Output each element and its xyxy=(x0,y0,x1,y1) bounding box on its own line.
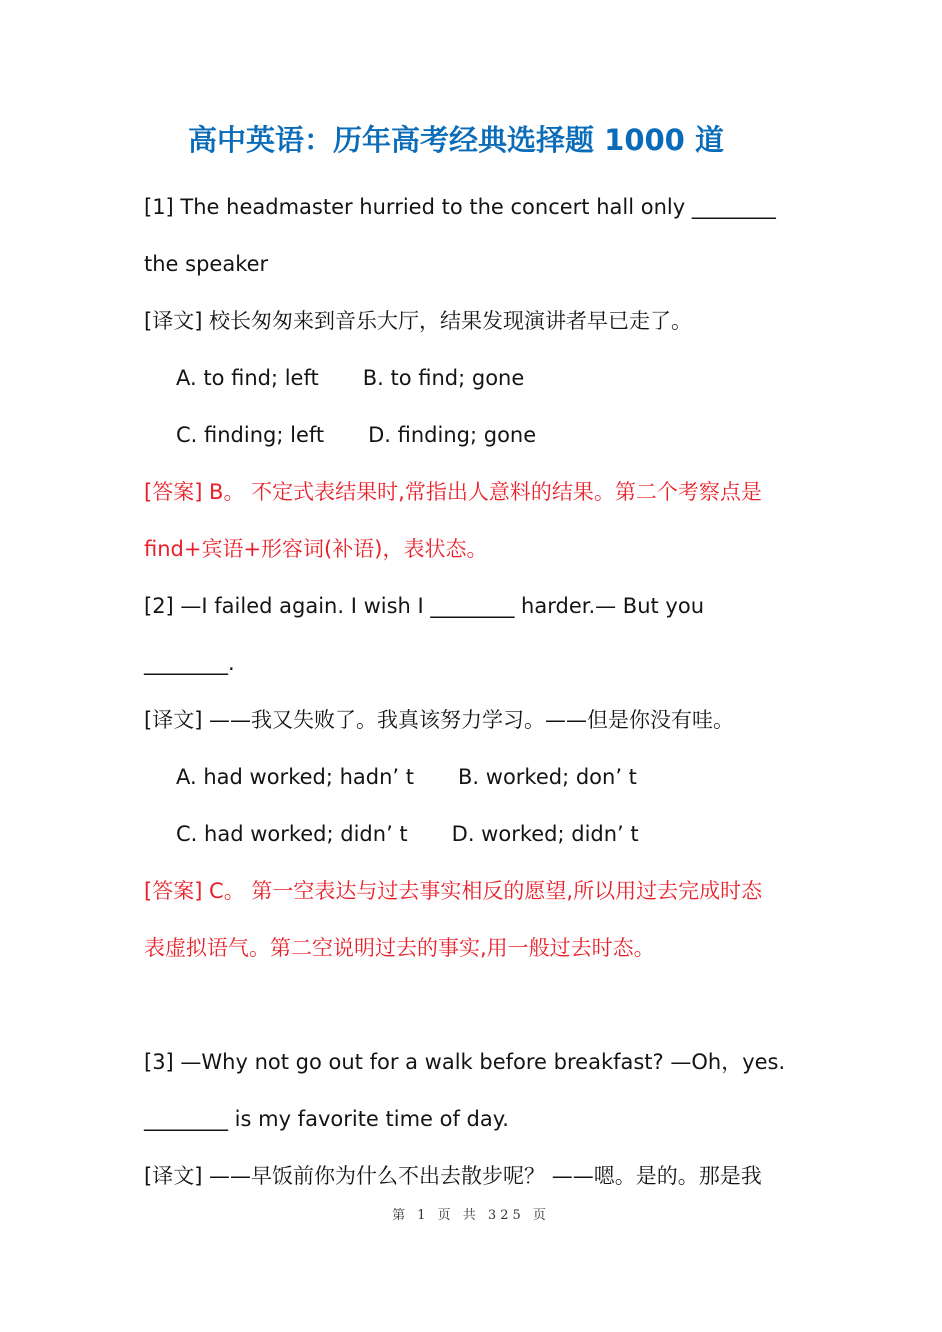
page-footer: 第 1 页 共 325 页 xyxy=(392,1208,550,1223)
question-1-stem-line-1: [1] The headmaster hurried to the concert hall only ________ xyxy=(144,195,776,219)
question-2-answer-line-1: [答案] C。 第一空表达与过去事实相反的愿望,所以用过去完成时态 xyxy=(144,879,763,903)
option-d: D. finding; gone xyxy=(368,423,537,447)
question-2-translation: [译文] ——我又失败了。我真该努力学习。——但是你没有哇。 xyxy=(144,708,735,732)
option-b: B. to find; gone xyxy=(362,366,525,390)
question-3-translation: [译文] ——早饭前你为什么不出去散步呢？ ——嗯。是的。那是我 xyxy=(144,1164,762,1188)
option-d: D. worked; didn’ t xyxy=(451,822,639,846)
question-1-answer-line-1: [答案] B。 不定式表结果时,常指出人意料的结果。第二个考察点是 xyxy=(144,480,762,504)
option-a: A. had worked; hadn’ t xyxy=(176,765,415,789)
option-c: C. had worked; didn’ t xyxy=(176,822,408,846)
question-1-stem-line-2: the speaker xyxy=(144,252,269,276)
question-1-options-row-1 xyxy=(176,363,524,393)
question-2-options-row-1 xyxy=(176,762,637,792)
question-3-stem-line-1: [3] —Why not go out for a walk before breakfast? —Oh，yes. xyxy=(144,1050,786,1074)
question-1-translation: [译文] 校长匆匆来到音乐大厅，结果发现演讲者早已走了。 xyxy=(144,309,693,333)
option-c: C. finding; left xyxy=(176,423,325,447)
page-title: 高中英语：历年高考经典选择题 1000 道 xyxy=(188,123,724,157)
option-a: A. to find; left xyxy=(176,366,319,390)
question-3-stem-line-2: ________ is my favorite time of day. xyxy=(144,1107,509,1131)
question-2-stem-line-2: ________. xyxy=(144,651,235,675)
question-2-options-row-2 xyxy=(176,819,639,849)
question-2-stem-line-1: [2] —I failed again. I wish I ________ harder.— But you xyxy=(144,594,705,618)
question-2-answer-line-2: 表虚拟语气。第二空说明过去的事实,用一般过去时态。 xyxy=(144,936,655,960)
question-1-answer-line-2: find+宾语+形容词(补语)，表状态。 xyxy=(144,537,488,561)
option-b: B. worked; don’ t xyxy=(458,765,637,789)
question-1-options-row-2 xyxy=(176,420,536,450)
